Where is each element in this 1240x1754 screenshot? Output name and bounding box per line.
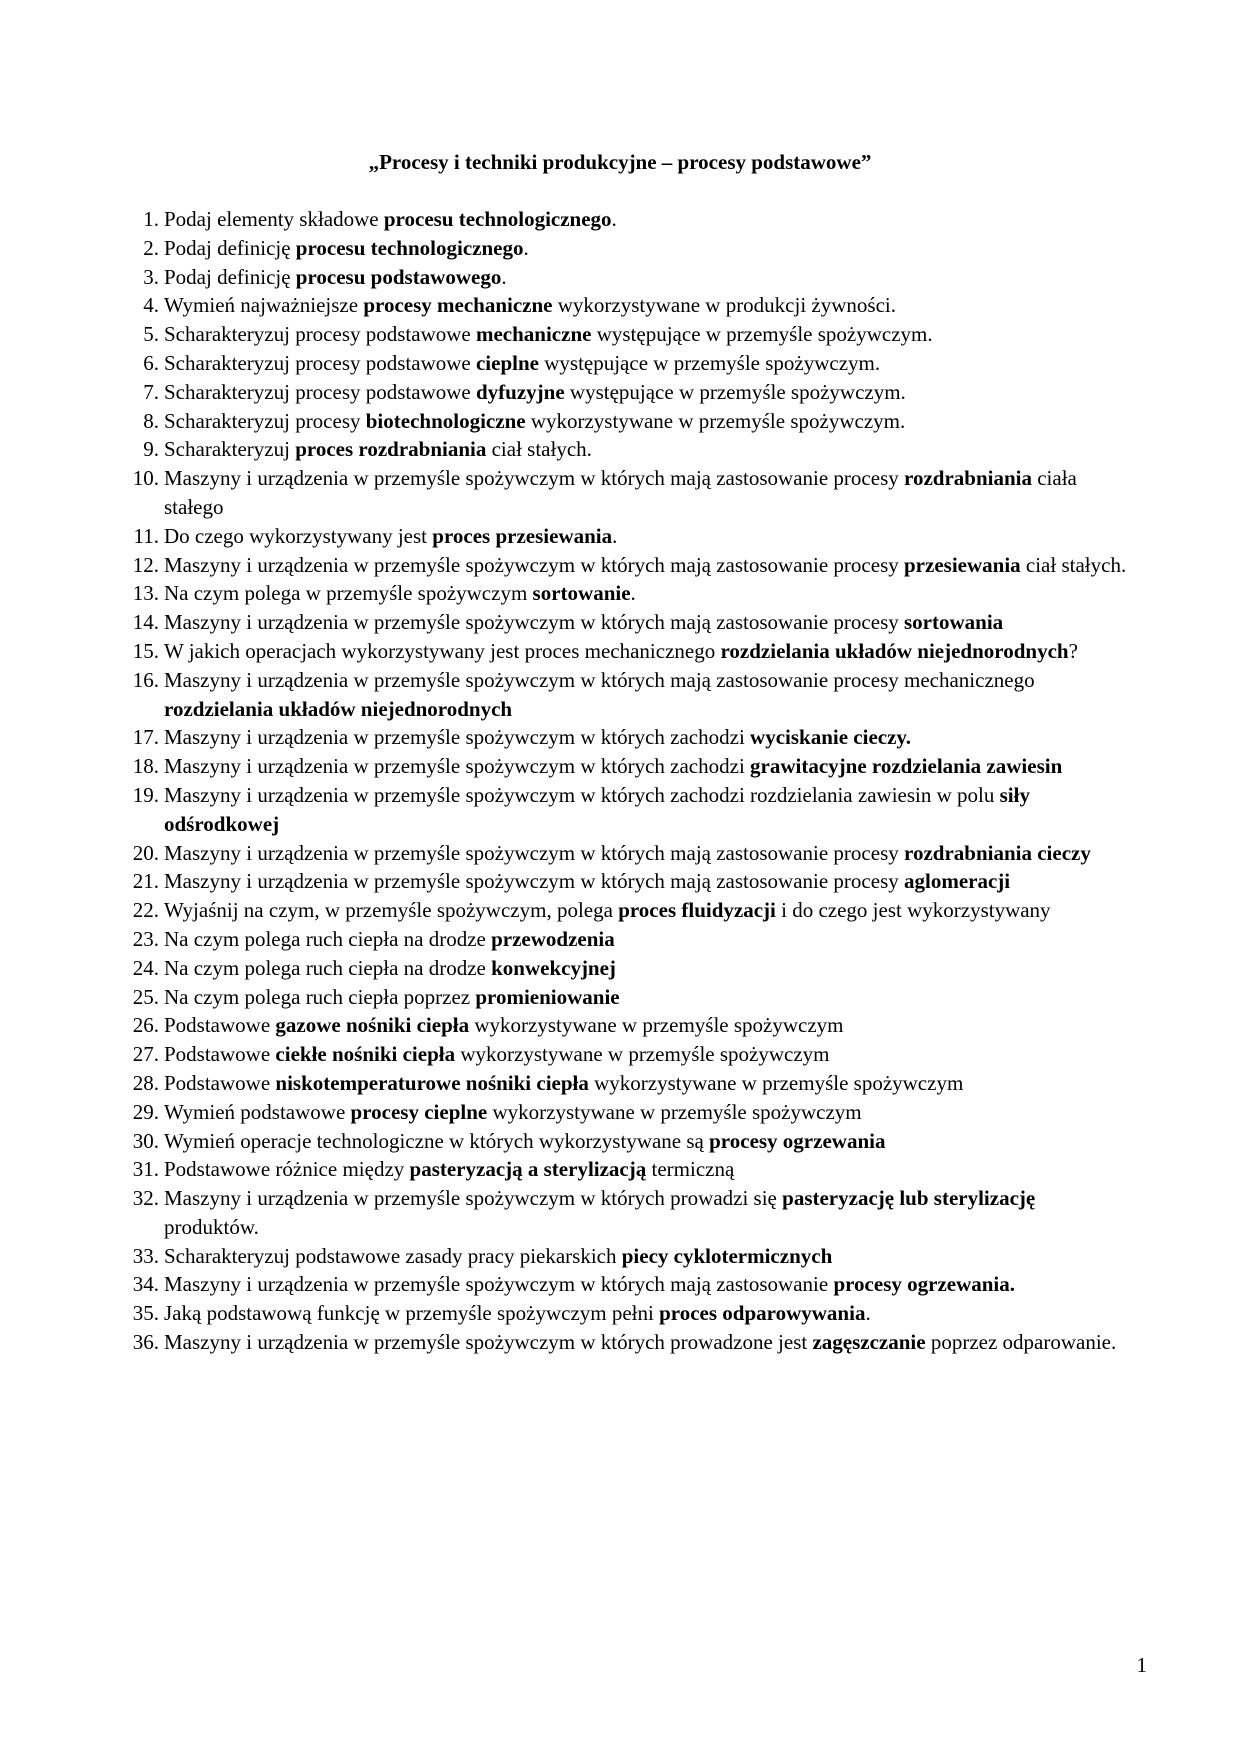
question-fragment: Maszyny i urządzenia w przemyśle spożywczym w których mają zastosowanie procesy <box>164 610 904 635</box>
question-fragment: wykorzystywane w przemyśle spożywczym <box>487 1099 862 1124</box>
question-fragment: i do czego jest wykorzystywany <box>775 898 1051 923</box>
question-item <box>119 378 1129 407</box>
question-keyword: pasteryzację lub sterylizację <box>782 1186 1036 1211</box>
question-item <box>119 320 1129 349</box>
question-keyword: procesu technologicznego <box>295 235 524 260</box>
question-number: 4. <box>143 293 159 318</box>
question-item <box>119 1155 1129 1184</box>
question-keyword: niskotemperaturowe nośniki ciepła <box>275 1070 589 1095</box>
question-keyword: proces przesiewania <box>432 523 613 548</box>
question-item <box>119 1069 1129 1098</box>
question-fragment: Na czym polega ruch ciepła poprzez <box>164 984 476 1009</box>
question-item <box>119 1127 1129 1156</box>
page-number: 1 <box>1136 1653 1147 1677</box>
question-keyword: rozdzielania układów niejednorodnych <box>720 638 1069 663</box>
question-fragment: Podstawowe <box>164 1070 276 1095</box>
question-fragment: Podaj definicję <box>164 264 296 289</box>
question-keyword: wyciskanie cieczy. <box>750 725 911 750</box>
question-text <box>164 1272 1015 1296</box>
question-number: 17. <box>132 725 159 750</box>
question-fragment: Podaj elementy składowe <box>164 207 384 231</box>
question-keyword: gazowe nośniki ciepła <box>275 1013 470 1038</box>
question-text <box>164 581 636 605</box>
question-text <box>164 1244 832 1268</box>
question-text <box>164 985 620 1009</box>
question-item <box>119 579 1129 608</box>
question-fragment: występujące w przemyśle spożywczym. <box>564 379 906 404</box>
question-number: 24. <box>132 955 159 980</box>
question-fragment: Maszyny i urządzenia w przemyśle spożywczym w których mają zastosowanie procesy <box>164 869 904 894</box>
question-text <box>164 1042 830 1066</box>
question-text <box>164 1186 1035 1239</box>
question-item <box>119 666 1129 724</box>
question-fragment: Maszyny i urządzenia w przemyśle spożywczym w których mają zastosowanie procesy mechanicznego <box>164 667 1035 692</box>
question-number: 36. <box>132 1330 159 1355</box>
question-item <box>119 867 1129 896</box>
question-text <box>164 293 896 317</box>
question-fragment: Scharakteryzuj procesy <box>164 408 366 433</box>
question-text <box>164 1100 862 1124</box>
question-keyword: przesiewania <box>904 552 1021 577</box>
question-number: 22. <box>132 898 159 923</box>
question-fragment: Podstawowe <box>164 1042 276 1067</box>
question-fragment: Scharakteryzuj podstawowe zasady pracy piekarskich <box>164 1243 622 1268</box>
question-keyword: rozdzielania układów niejednorodnych <box>164 696 513 721</box>
question-list <box>119 205 1129 1357</box>
question-text <box>164 409 905 433</box>
question-fragment: Wymień najważniejsze <box>164 293 364 318</box>
question-fragment: . <box>865 1301 871 1326</box>
question-text <box>164 380 906 404</box>
question-item <box>119 234 1129 263</box>
question-fragment: Scharakteryzuj procesy podstawowe <box>164 350 476 375</box>
question-fragment: produktów. <box>164 1214 259 1239</box>
question-item <box>119 349 1129 378</box>
question-item <box>119 1011 1129 1040</box>
question-text <box>164 466 1077 519</box>
question-keyword: promieniowanie <box>475 984 620 1009</box>
question-fragment: ciał stałych. <box>486 437 592 462</box>
question-keyword: mechaniczne <box>475 322 592 347</box>
question-fragment: . <box>612 523 618 548</box>
question-keyword: proces rozdrabniania <box>295 437 487 462</box>
question-fragment: wykorzystywane w przemyśle spożywczym. <box>525 408 906 433</box>
question-fragment: ciał stałych. <box>1020 552 1127 577</box>
question-keyword: ciekłe nośniki ciepła <box>275 1042 456 1067</box>
question-item <box>119 435 1129 464</box>
question-number: 13. <box>132 581 159 606</box>
question-fragment: . <box>523 235 529 260</box>
question-fragment: Maszyny i urządzenia w przemyśle spożywczym w których zachodzi rozdzielania zawiesin w polu <box>164 782 1000 807</box>
question-fragment: Wymień operacje technologiczne w których wykorzystywane są <box>164 1128 710 1153</box>
question-text <box>164 1071 963 1095</box>
question-text <box>164 265 507 289</box>
question-fragment: występujące w przemyśle spożywczym. <box>538 350 881 375</box>
question-number: 8. <box>143 408 159 433</box>
question-text <box>164 725 911 749</box>
question-item <box>119 1184 1129 1242</box>
question-fragment: wykorzystywane w przemyśle spożywczym <box>455 1042 830 1067</box>
question-item <box>119 723 1129 752</box>
question-fragment: W jakich operacjach wykorzystywany jest proces mechanicznego <box>164 638 721 663</box>
question-fragment: Maszyny i urządzenia w przemyśle spożywczym w których prowadzi się <box>164 1186 783 1211</box>
question-number: 16. <box>132 667 159 692</box>
question-text <box>164 783 1030 836</box>
question-number: 31. <box>132 1157 159 1182</box>
question-item <box>119 1098 1129 1127</box>
question-item <box>119 925 1129 954</box>
question-item <box>119 205 1129 234</box>
question-fragment: Maszyny i urządzenia w przemyśle spożywczym w których zachodzi <box>164 754 751 779</box>
question-keyword: biotechnologiczne <box>365 408 526 433</box>
question-item <box>119 896 1129 925</box>
question-keyword: zagęszczanie <box>812 1330 926 1355</box>
question-number: 30. <box>132 1128 159 1153</box>
question-number: 27. <box>132 1042 159 1067</box>
question-fragment: Do czego wykorzystywany jest <box>164 523 433 548</box>
question-text <box>164 898 1051 922</box>
question-keyword: dyfuzyjne <box>475 379 565 404</box>
question-number: 26. <box>132 1013 159 1038</box>
question-item <box>119 608 1129 637</box>
question-item <box>119 839 1129 868</box>
question-number: 9. <box>143 437 159 462</box>
question-number: 33. <box>132 1243 159 1268</box>
question-keyword: konwekcyjnej <box>491 955 616 980</box>
question-text <box>164 639 1078 663</box>
question-item <box>119 263 1129 292</box>
question-item <box>119 551 1129 580</box>
question-fragment: Scharakteryzuj procesy podstawowe <box>164 322 476 347</box>
question-item <box>119 291 1129 320</box>
question-number: 3. <box>143 264 159 289</box>
question-fragment: Jaką podstawową funkcję w przemyśle spożywczym pełni <box>164 1301 660 1326</box>
question-fragment: Na czym polega ruch ciepła na drodze <box>164 955 492 980</box>
question-text <box>164 1301 871 1325</box>
question-fragment: Maszyny i urządzenia w przemyśle spożywczym w których mają zastosowanie procesy <box>164 552 904 577</box>
document-title: „Procesy i techniki produkcyjne – procesy podstawowe” <box>368 150 872 174</box>
question-number: 1. <box>143 207 159 231</box>
question-item <box>119 954 1129 983</box>
question-number: 35. <box>132 1301 159 1326</box>
question-text <box>164 610 1003 634</box>
question-keyword: grawitacyjne rozdzielania zawiesin <box>750 754 1063 779</box>
question-text <box>164 927 615 951</box>
question-keyword: cieplne <box>475 350 539 375</box>
question-fragment: Na czym polega ruch ciepła na drodze <box>164 926 492 951</box>
question-keyword: pasteryzacją a sterylizacją <box>409 1157 647 1182</box>
question-item <box>119 464 1129 522</box>
question-number: 5. <box>143 322 159 347</box>
question-number: 6. <box>143 350 159 375</box>
question-keyword: aglomeracji <box>904 869 1011 894</box>
question-text <box>164 754 1062 778</box>
question-text <box>164 841 1091 865</box>
question-fragment: Scharakteryzuj <box>164 437 296 462</box>
question-keyword: proces odparowywania <box>659 1301 866 1326</box>
question-text <box>164 1129 885 1153</box>
question-number: 12. <box>132 552 159 577</box>
question-number: 7. <box>143 379 159 404</box>
question-keyword: rozdrabniania cieczy <box>904 840 1091 865</box>
question-number: 29. <box>132 1099 159 1124</box>
question-fragment: Maszyny i urządzenia w przemyśle spożywczym w których mają zastosowanie procesy <box>164 840 904 865</box>
question-number: 11. <box>133 523 159 548</box>
question-text <box>164 1013 844 1037</box>
question-number: 15. <box>132 638 159 663</box>
question-item <box>119 637 1129 666</box>
question-fragment: Wymień podstawowe <box>164 1099 351 1124</box>
question-keyword: procesu podstawowego <box>295 264 502 289</box>
question-fragment: termiczną <box>646 1157 735 1182</box>
question-item <box>119 983 1129 1012</box>
question-item <box>119 1270 1129 1299</box>
question-number: 34. <box>132 1272 159 1297</box>
question-fragment: wykorzystywane w produkcji żywności. <box>552 293 896 318</box>
question-keyword: sortowania <box>904 610 1004 635</box>
question-item <box>119 781 1129 839</box>
question-fragment: Maszyny i urządzenia w przemyśle spożywczym w których mają zastosowanie <box>164 1272 834 1297</box>
question-number: 23. <box>132 926 159 951</box>
question-fragment: wykorzystywane w przemyśle spożywczym <box>469 1013 844 1038</box>
question-number: 25. <box>132 984 159 1009</box>
question-text <box>164 437 592 461</box>
question-text <box>164 1157 734 1181</box>
question-fragment: Podstawowe różnice między <box>164 1157 410 1182</box>
question-fragment: ? <box>1068 638 1078 663</box>
question-fragment: Maszyny i urządzenia w przemyśle spożywczym w których mają zastosowanie procesy <box>164 466 904 491</box>
question-text <box>164 869 1010 893</box>
question-text <box>164 236 529 260</box>
question-text <box>164 1330 1116 1354</box>
question-fragment: wykorzystywane w przemyśle spożywczym <box>588 1070 964 1095</box>
question-keyword: piecy cyklotermicznych <box>621 1243 833 1268</box>
question-keyword: procesy cieplne <box>350 1099 488 1124</box>
question-text <box>164 524 617 548</box>
question-fragment: Scharakteryzuj procesy podstawowe <box>164 379 476 404</box>
question-item <box>119 1242 1129 1271</box>
question-item <box>119 522 1129 551</box>
question-number: 20. <box>132 840 159 865</box>
question-number: 21. <box>132 869 159 894</box>
question-fragment: występujące w przemyśle spożywczym. <box>591 322 933 347</box>
question-fragment: . <box>630 581 636 606</box>
question-number: 32. <box>132 1186 159 1211</box>
question-text <box>164 207 617 231</box>
question-fragment: Podstawowe <box>164 1013 276 1038</box>
question-keyword: przewodzenia <box>491 926 615 951</box>
question-keyword: procesu technologicznego <box>383 207 612 231</box>
question-number: 10. <box>132 466 159 491</box>
question-number: 28. <box>132 1070 159 1095</box>
question-item <box>119 752 1129 781</box>
question-text <box>164 322 933 346</box>
question-number: 18. <box>132 754 159 779</box>
question-item <box>119 1299 1129 1328</box>
question-keyword: sortowanie <box>532 581 631 606</box>
question-keyword: siły odśrodkowej <box>164 782 1030 836</box>
question-fragment: Wyjaśnij na czym, w przemyśle spożywczym, polega <box>164 898 619 923</box>
question-fragment: Maszyny i urządzenia w przemyśle spożywczym w których zachodzi <box>164 725 751 750</box>
question-fragment: Na czym polega w przemyśle spożywczym <box>164 581 533 606</box>
question-number: 19. <box>132 782 159 807</box>
question-keyword: proces fluidyzacji <box>618 898 776 923</box>
question-keyword: rozdrabniania <box>904 466 1032 491</box>
question-keyword: procesy mechaniczne <box>363 293 553 318</box>
question-fragment: ciała stałego <box>164 466 1077 519</box>
question-keyword: procesy ogrzewania. <box>833 1272 1016 1297</box>
question-fragment: Podaj definicję <box>164 235 296 260</box>
question-item <box>119 407 1129 436</box>
question-text <box>164 668 1035 721</box>
question-fragment: . <box>501 264 507 289</box>
question-text <box>164 351 880 375</box>
question-item <box>119 1040 1129 1069</box>
question-fragment: . <box>611 207 617 231</box>
question-number: 2. <box>143 235 159 260</box>
question-number: 14. <box>132 610 159 635</box>
question-text <box>164 553 1126 577</box>
question-fragment: Maszyny i urządzenia w przemyśle spożywczym w których prowadzone jest <box>164 1330 813 1355</box>
question-text <box>164 956 616 980</box>
question-keyword: procesy ogrzewania <box>709 1128 886 1153</box>
question-item <box>119 1328 1129 1357</box>
question-fragment: poprzez odparowanie. <box>925 1330 1117 1355</box>
